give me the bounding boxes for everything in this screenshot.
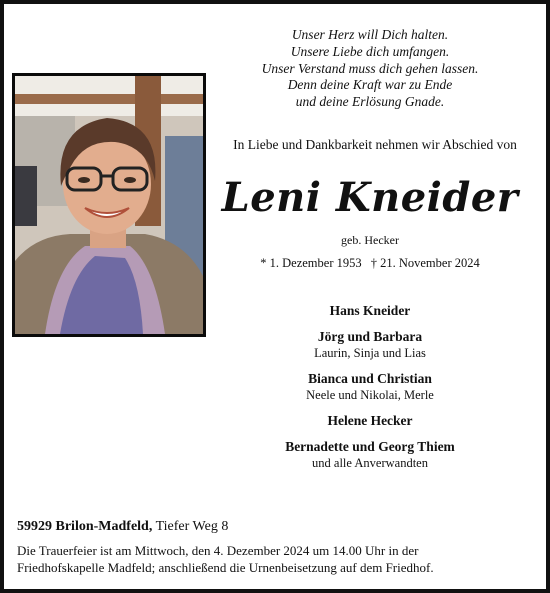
portrait-illustration	[15, 76, 203, 334]
mourner-name: Bernadette und Georg Thiem	[285, 439, 455, 454]
poem-line: Denn deine Kraft war zu Ende	[287, 77, 453, 93]
death-date: † 21. November 2024	[370, 256, 480, 270]
mourner-name: Bianca und Christian	[308, 371, 432, 386]
service-line: Die Trauerfeier ist am Mittwoch, den 4. Dezember 2024 um 14.00 Uhr in der	[17, 543, 419, 558]
mourner-children: Laurin, Sinja und Lias	[314, 346, 426, 360]
funeral-service-info	[17, 543, 537, 576]
address-street: Tiefer Weg 8	[155, 519, 229, 534]
mourner-name: Jörg und Barbara	[317, 329, 423, 344]
poem-line: Unser Herz will Dich halten.	[291, 27, 449, 42]
poem-line: Unser Verstand muss dich gehen lassen.	[261, 60, 479, 76]
farewell-intro: In Liebe und Dankbarkeit nehmen wir Abschied von	[233, 137, 517, 152]
mourners-list	[220, 302, 520, 471]
mourner-name: Helene Hecker	[327, 413, 413, 428]
family-address	[17, 519, 228, 535]
mourner-relatives: und alle Anverwandten	[312, 456, 428, 470]
birth-date: * 1. Dezember 1953	[260, 256, 362, 270]
address-city: 59929 Brilon-Madfeld,	[17, 519, 153, 534]
memorial-poem	[225, 27, 515, 111]
poem-line: und deine Erlösung Gnade.	[295, 94, 445, 110]
life-dates	[220, 256, 520, 271]
birth-name: geb. Hecker	[341, 233, 399, 247]
service-line: Friedhofskapelle Madfeld; anschließend die Urnenbeisetzung auf dem Friedhof.	[17, 559, 434, 575]
mourner-name: Hans Kneider	[329, 303, 411, 318]
poem-line: Unsere Liebe dich umfangen.	[290, 43, 450, 59]
mourner-children: Neele und Nikolai, Merle	[306, 388, 434, 402]
deceased-name: Leni Kneider	[221, 174, 519, 221]
portrait-photo	[12, 73, 206, 337]
